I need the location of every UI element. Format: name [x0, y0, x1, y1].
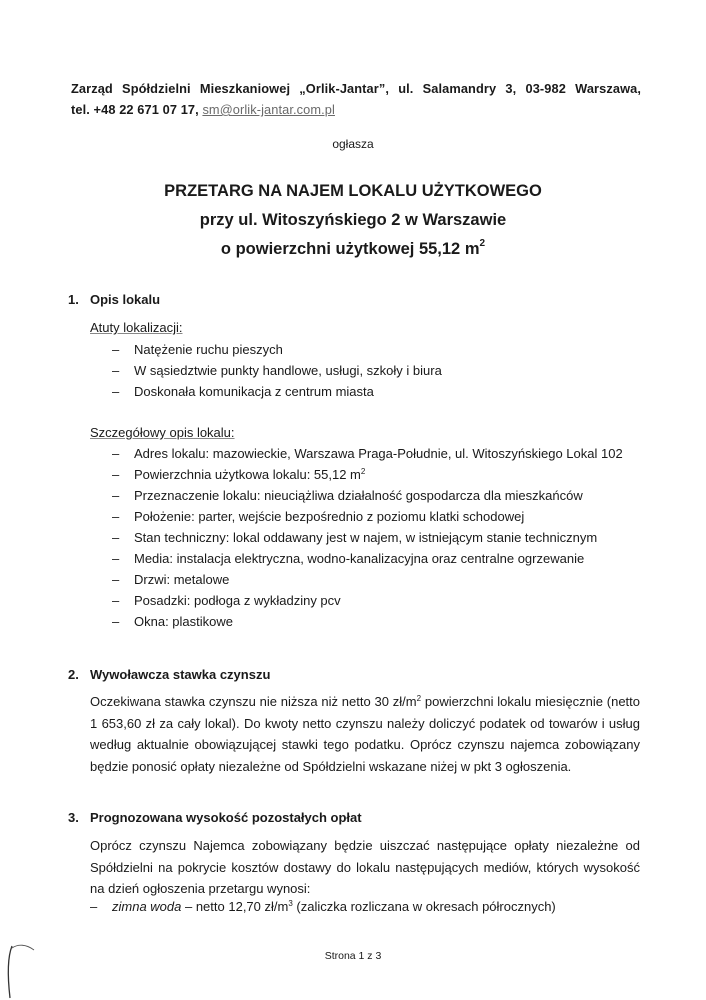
amenities-list [90, 339, 442, 402]
list-item: – Drzwi: metalowe [112, 572, 230, 587]
amenities-heading: Atuty lokalizacji: [90, 320, 183, 335]
title-line-3: o powierzchni użytkowej 55,12 $m^2$ [220, 238, 486, 258]
list-item: – Stan techniczny: lokal oddawany jest w najem, w istniejącym stanie technicznym [112, 530, 598, 545]
section-1-heading: 1. Opis lokalu [68, 292, 161, 307]
rent-paragraph: Oczekiwana stawka czynszu nie niższa niż netto 30 $zł/m^2$ powierzchni lokalu miesięcznie (netto 1 653,60 zł za cały lokal). Do kwoty netto czynszu należy doliczyć podatek od towarów i usług według aktualnie obowiązującej stawki tego podatku. Oprócz czynszu najemca zobowiązany będzie ponosić opłaty niezależne od Spółdzielni wskazane niżej w pkt 3 ogłoszenia. [90, 694, 641, 774]
issuer-header [71, 78, 641, 120]
title-line-2: przy ul. Witoszyńskiego 2 w Warszawie [199, 211, 507, 229]
list-item: – Położenie: parter, wejście bezpośrednio z poziomu klatki schodowej [112, 509, 525, 524]
fees-paragraph: Oprócz czynszu Najemca zobowiązany będzie uiszczać następujące opłaty niezależne od Spółdzielni na pokrycie kosztów dostawy do lokalu następujących mediów, których wysokość na dzień ogłoszenia przetargu wynosi: [90, 838, 640, 896]
details-heading: Szczegółowy opis lokalu: [90, 425, 235, 440]
list-item: – Adres lokalu: mazowieckie, Warszawa Praga-Południe, ul. Witoszyńskiego Lokal 102 [112, 446, 623, 461]
list-item: – Doskonała komunikacja z centrum miasta [112, 384, 374, 399]
issuer-address: Zarząd Spółdzielni Mieszkaniowej „Orlik-Jantar”, ul. Salamandry 3, 03-982 Warszawa, [71, 81, 641, 96]
issuer-phone: tel. +48 22 671 07 17, [71, 102, 203, 117]
list-item: – W sąsiedztwie punkty handlowe, usługi, szkoły i biura [112, 363, 442, 378]
fee-item-water: – zimna woda – netto 12,70 $zł/m^3$ (zaliczka rozliczana w okresach półrocznych) [90, 899, 556, 914]
list-item: – Przeznaczenie lokalu: nieuciążliwa działalność gospodarcza dla mieszkańców [112, 488, 583, 503]
list-item: – Posadzki: podłoga z wykładziny pcv [112, 593, 341, 608]
page-number: Strona 1 z 3 [324, 950, 382, 962]
details-list [90, 443, 623, 632]
document-title [0, 177, 706, 264]
list-item: – Media: instalacja elektryczna, wodno-kanalizacyjna oraz centralne ogrzewanie [112, 551, 585, 566]
title-line-1: PRZETARG NA NAJEM LOKALU UŻYTKOWEGO [164, 182, 542, 200]
section-3-heading: 3. Prognozowana wysokość pozostałych opłat [68, 810, 362, 825]
issuer-email-link[interactable]: sm@orlik-jantar.com.pl [202, 102, 335, 117]
list-item: – Natężenie ruchu pieszych [112, 342, 283, 357]
announce-word: ogłasza [332, 137, 374, 151]
signature-mark [4, 942, 38, 1000]
list-item: – Powierzchnia użytkowa lokalu: 55,12 $m^2$ [112, 467, 366, 482]
list-item: – Okna: plastikowe [112, 614, 233, 629]
section-2-heading: 2. Wywoławcza stawka czynszu [68, 667, 271, 682]
